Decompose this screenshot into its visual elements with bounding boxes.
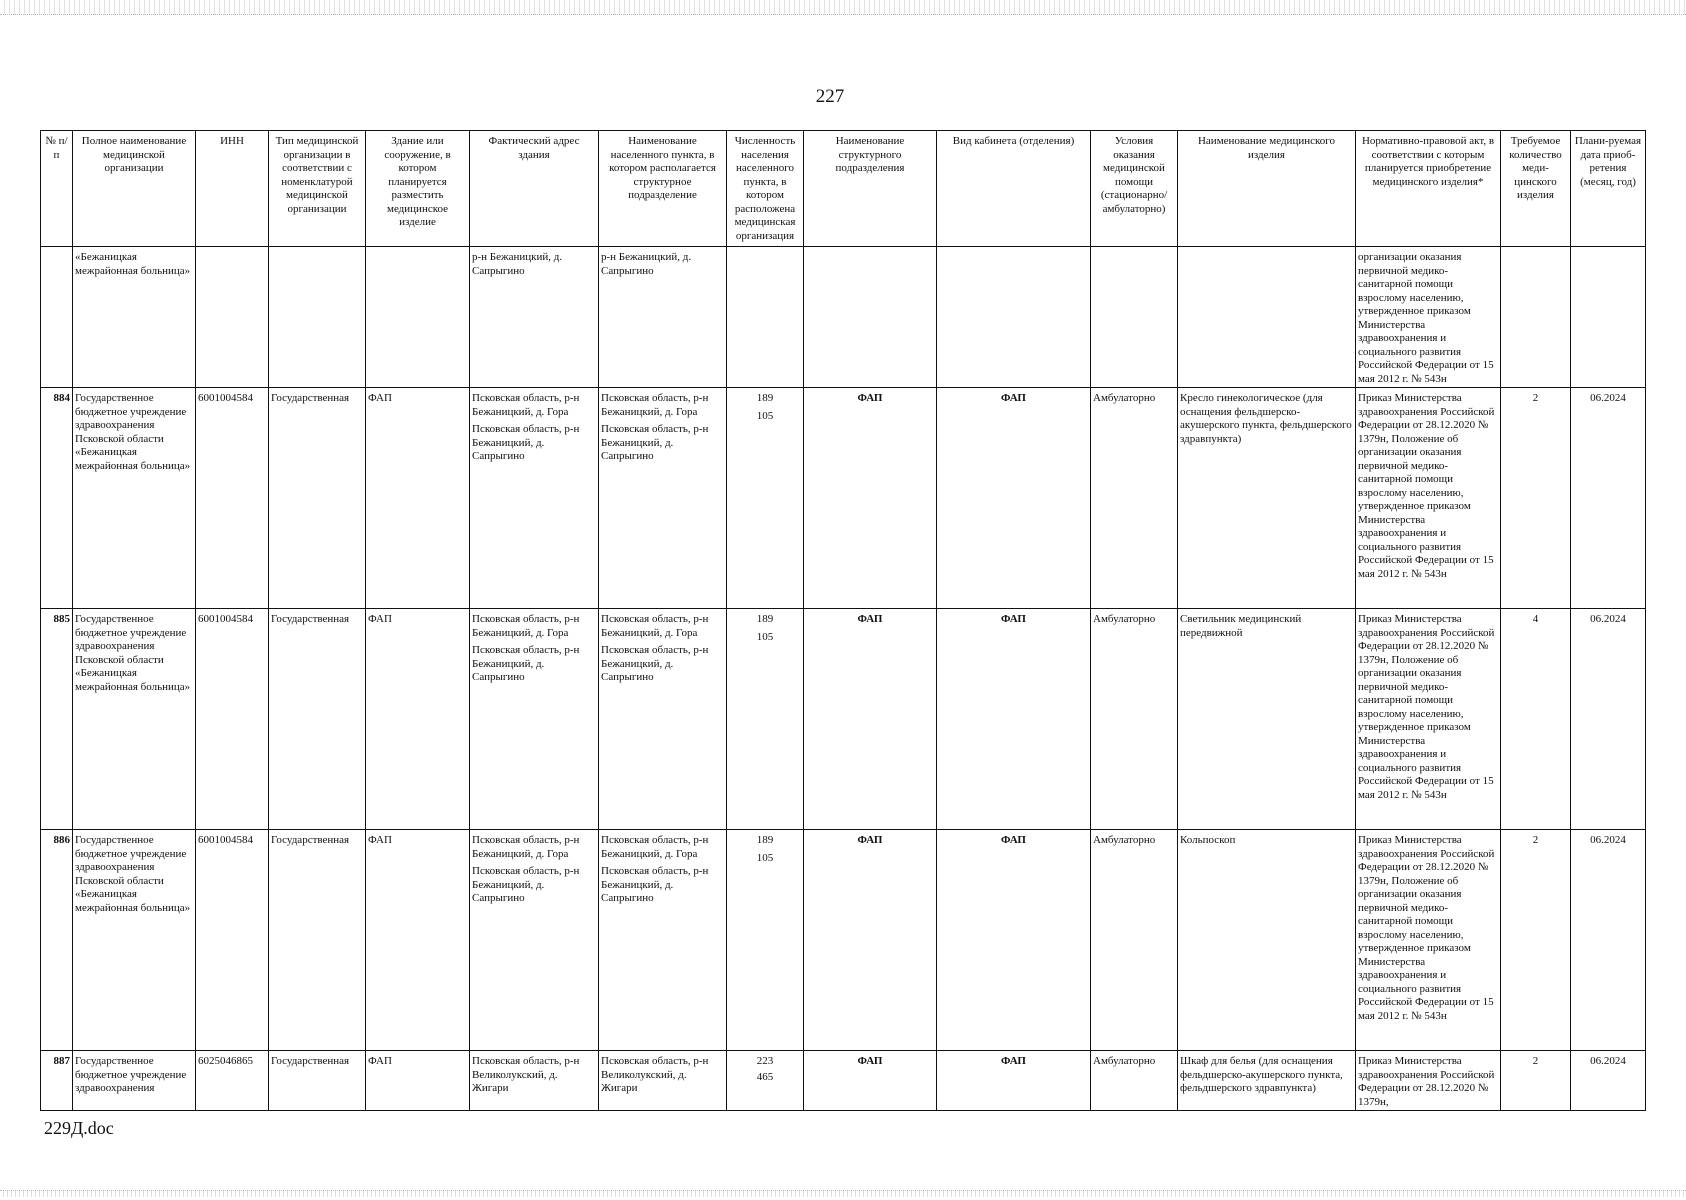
header-cell: ИНН [196, 131, 269, 247]
cell-settlement [599, 1051, 727, 1111]
cell-address: р-н Бежаницкий, д. Сапрыгино [470, 247, 599, 388]
cell-cabinet [937, 247, 1091, 388]
cell-num: 887 [41, 1051, 73, 1111]
cell-population [727, 388, 804, 609]
cell-device: Шкаф для белья (для оснащения фельдшерско-акушерского пункта, фельдшерского здравпункта) [1178, 1051, 1356, 1111]
cell-population [727, 1051, 804, 1111]
cell-org: «Бежаницкая межрайонная больница» [73, 247, 196, 388]
table-row [41, 1051, 1646, 1111]
cell-unit [804, 247, 937, 388]
header-cell: Фактический адрес здания [470, 131, 599, 247]
cell-act: организации оказания первичной медико-санитарной помощи взрослому населению, утвержденное приказом Министерства здравоохранения и социального развития Российской Федерации от 15 мая 2012 г. № 543н [1356, 247, 1501, 388]
table-row [41, 830, 1646, 1051]
cell-date: 06.2024 [1571, 609, 1646, 830]
address-1: Псковская область, р-н Великолукский, д. Жигари [472, 1055, 580, 1094]
cell-unit: ФАП [804, 830, 937, 1051]
header-cell: Тип медицинской организации в соответствии с номенклатурой медицинской организации [269, 131, 366, 247]
table-row-continuation [41, 247, 1646, 388]
cell-cabinet: ФАП [937, 609, 1091, 830]
cell-inn: 6025046865 [196, 1051, 269, 1111]
header-cell: № п/п [41, 131, 73, 247]
cell-settlement: р-н Бежаницкий, д. Сапрыгино [599, 247, 727, 388]
settlement-2: Псковская область, р-н Бежаницкий, д. Сапрыгино [601, 423, 709, 462]
population-2: 105 [756, 409, 774, 422]
cell-settlement [599, 388, 727, 609]
cell-population [727, 830, 804, 1051]
scan-edge-bottom [0, 1190, 1686, 1197]
cell-act: Приказ Министерства здравоохранения Российской Федерации от 28.12.2020 № 1379н, Положение об организации оказания первичной медико-санитарной помощи взрослому населению, утвержденное приказом Министерства здравоохранения и социального развития Российской Федерации от 15 мая 2012 г. № 543н [1356, 388, 1501, 609]
cell-address [470, 609, 599, 830]
header-cell: Численность населения населенного пункта, в котором расположена медицинская организация [727, 131, 804, 247]
footer-filename: 229Д.doc [44, 1118, 114, 1138]
header-cell: Наименование медицинского изделия [1178, 131, 1356, 247]
cell-building: ФАП [366, 609, 470, 830]
cell-org: Государственное бюджетное учреждение здравоохранения [73, 1051, 196, 1111]
cell-type [269, 247, 366, 388]
cell-org: Государственное бюджетное учреждение здравоохранения Псковской области «Бежаницкая межрайонная больница» [73, 830, 196, 1051]
cell-inn: 6001004584 [196, 388, 269, 609]
cell-settlement [599, 830, 727, 1051]
header-cell: Наименование населенного пункта, в котором располагается структурное подразделение [599, 131, 727, 247]
cell-unit: ФАП [804, 609, 937, 830]
cell-device [1178, 247, 1356, 388]
cell-address [470, 830, 599, 1051]
cell-building: ФАП [366, 388, 470, 609]
cell-inn: 6001004584 [196, 830, 269, 1051]
address-1: Псковская область, р-н Бежаницкий, д. Гора [472, 613, 580, 639]
population-2: 465 [756, 1070, 774, 1083]
cell-act: Приказ Министерства здравоохранения Российской Федерации от 28.12.2020 № 1379н, Положение об организации оказания первичной медико-санитарной помощи взрослому населению, утвержденное приказом Министерства здравоохранения и социального развития Российской Федерации от 15 мая 2012 г. № 543н [1356, 609, 1501, 830]
cell-address [470, 388, 599, 609]
population-1: 189 [756, 613, 774, 625]
cell-qty [1501, 247, 1571, 388]
cell-device: Светильник медицинский передвижной [1178, 609, 1356, 830]
cell-unit: ФАП [804, 1051, 937, 1111]
cell-population [727, 609, 804, 830]
cell-conditions: Амбулаторно [1091, 1051, 1178, 1111]
settlement-1: Псковская область, р-н Великолукский, д. Жигари [601, 1055, 709, 1094]
header-cell: Полное наименование медицинской организации [73, 131, 196, 247]
address-1: Псковская область, р-н Бежаницкий, д. Гора [472, 392, 580, 418]
cell-device: Кресло гинекологическое (для оснащения фельдшерско-акушерского пункта, фельдшерского здравпункта) [1178, 388, 1356, 609]
population-2: 105 [756, 630, 774, 643]
header-cell: Наименование структурного подразделения [804, 131, 937, 247]
cell-qty: 2 [1501, 830, 1571, 1051]
cell-org: Государственное бюджетное учреждение здравоохранения Псковской области «Бежаницкая межрайонная больница» [73, 609, 196, 830]
settlement-2: Псковская область, р-н Бежаницкий, д. Сапрыгино [601, 644, 709, 683]
address-2: Псковская область, р-н Бежаницкий, д. Сапрыгино [472, 423, 580, 462]
address-2: Псковская область, р-н Бежаницкий, д. Сапрыгино [472, 865, 580, 904]
cell-type: Государственная [269, 609, 366, 830]
cell-conditions: Амбулаторно [1091, 609, 1178, 830]
cell-act: Приказ Министерства здравоохранения Российской Федерации от 28.12.2020 № 1379н, [1356, 1051, 1501, 1111]
cell-type: Государственная [269, 830, 366, 1051]
cell-qty: 2 [1501, 1051, 1571, 1111]
cell-type: Государственная [269, 1051, 366, 1111]
cell-address [470, 1051, 599, 1111]
cell-date [1571, 247, 1646, 388]
cell-device: Кольпоскоп [1178, 830, 1356, 1051]
equipment-table [40, 130, 1646, 1111]
header-cell: Плани-руемая дата приоб-ретения (месяц, год) [1571, 131, 1646, 247]
cell-cabinet: ФАП [937, 830, 1091, 1051]
population-1: 189 [756, 834, 774, 846]
cell-date: 06.2024 [1571, 388, 1646, 609]
address-1: Псковская область, р-н Бежаницкий, д. Гора [472, 834, 580, 860]
cell-num: 886 [41, 830, 73, 1051]
cell-building [366, 247, 470, 388]
header-cell: Здание или сооружение, в котором планируется разместить медицинское изделие [366, 131, 470, 247]
cell-conditions: Амбулаторно [1091, 830, 1178, 1051]
settlement-1: Псковская область, р-н Бежаницкий, д. Гора [601, 613, 709, 639]
header-cell: Требуемое количество меди-цинского изделия [1501, 131, 1571, 247]
cell-conditions [1091, 247, 1178, 388]
cell-type: Государственная [269, 388, 366, 609]
header-cell: Вид кабинета (отделения) [937, 131, 1091, 247]
cell-building: ФАП [366, 1051, 470, 1111]
cell-inn: 6001004584 [196, 609, 269, 830]
cell-num: 884 [41, 388, 73, 609]
cell-unit: ФАП [804, 388, 937, 609]
settlement-1: Псковская область, р-н Бежаницкий, д. Гора [601, 834, 709, 860]
header-cell: Нормативно-правовой акт, в соответствии с которым планируется приобретение медицинского изделия* [1356, 131, 1501, 247]
table-header [41, 131, 1646, 247]
header-cell: Условия оказания медицинской помощи (стационарно/ амбулаторно) [1091, 131, 1178, 247]
settlement-1: Псковская область, р-н Бежаницкий, д. Гора [601, 392, 709, 418]
cell-building: ФАП [366, 830, 470, 1051]
table-row [41, 609, 1646, 830]
population-2: 105 [756, 851, 774, 864]
cell-org: Государственное бюджетное учреждение здравоохранения Псковской области «Бежаницкая межрайонная больница» [73, 388, 196, 609]
cell-num [41, 247, 73, 388]
population-1: 223 [756, 1055, 774, 1067]
cell-num: 885 [41, 609, 73, 830]
cell-population [727, 247, 804, 388]
scan-edge-top [0, 0, 1686, 15]
cell-settlement [599, 609, 727, 830]
page-number: 227 [815, 86, 845, 107]
cell-date: 06.2024 [1571, 1051, 1646, 1111]
cell-inn [196, 247, 269, 388]
settlement-2: Псковская область, р-н Бежаницкий, д. Сапрыгино [601, 865, 709, 904]
population-1: 189 [756, 392, 774, 404]
cell-date: 06.2024 [1571, 830, 1646, 1051]
cell-qty: 2 [1501, 388, 1571, 609]
cell-cabinet: ФАП [937, 1051, 1091, 1111]
table-row [41, 388, 1646, 609]
cell-conditions: Амбулаторно [1091, 388, 1178, 609]
address-2: Псковская область, р-н Бежаницкий, д. Сапрыгино [472, 644, 580, 683]
cell-cabinet: ФАП [937, 388, 1091, 609]
cell-qty: 4 [1501, 609, 1571, 830]
cell-act: Приказ Министерства здравоохранения Российской Федерации от 28.12.2020 № 1379н, Положение об организации оказания первичной медико-санитарной помощи взрослому населению, утвержденное приказом Министерства здравоохранения и социального развития Российской Федерации от 15 мая 2012 г. № 543н [1356, 830, 1501, 1051]
